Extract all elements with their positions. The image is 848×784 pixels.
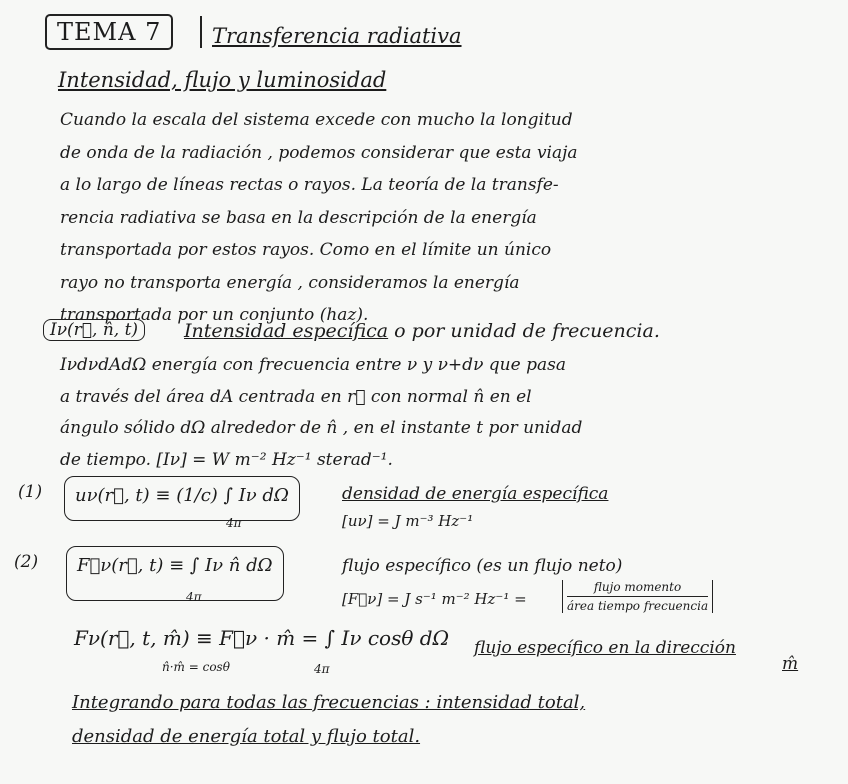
intensity-definition-body xyxy=(60,350,582,476)
equation-3-label: flujo específico en la dirección xyxy=(474,638,736,658)
summary-paragraph xyxy=(72,686,585,754)
definition-line: ángulo sólido dΩ alrededor de n̂ , en el instante t por unidad xyxy=(60,418,583,438)
equation-1-label: densidad de energía específica xyxy=(342,484,609,504)
equation-3-limit: 4π xyxy=(314,662,330,676)
intensity-title-rest: o por unidad de frecuencia. xyxy=(388,320,660,342)
equation-3-formula: Fν(r⃗, t, m̂) ≡ F⃗ν · m̂ = ∫ Iν cosθ dΩ xyxy=(74,626,450,650)
equation-2-units: [F⃗ν] = J s⁻¹ m⁻² Hz⁻¹ = xyxy=(342,590,527,608)
intensity-symbol-box: Iν(r⃗, n̂, t) xyxy=(43,319,145,341)
tema-box: TEMA 7 xyxy=(45,14,173,50)
intro-line: transportada por estos rayos. Como en el límite un único xyxy=(60,240,552,260)
equation-2-number: (2) xyxy=(14,552,39,572)
intensity-definition-title xyxy=(184,320,660,342)
equation-2-box xyxy=(66,546,284,601)
equation-1-units: [uν] = J m⁻³ Hz⁻¹ xyxy=(342,512,474,530)
intro-line: rencia radiativa se basa en la descripción de la energía xyxy=(60,207,537,228)
definition-line: de tiempo. [Iν] = W m⁻² Hz⁻¹ sterad⁻¹. xyxy=(60,449,393,470)
intro-paragraph xyxy=(60,104,800,332)
intensity-title-underlined: Intensidad específica xyxy=(184,320,389,342)
definition-line: IνdνdAdΩ energía con frecuencia entre ν y ν+dν que pasa xyxy=(60,355,566,375)
intro-line: rayo no transporta energía , consideramos la energía xyxy=(60,272,520,293)
intro-line: a lo largo de líneas rectas o rayos. La teoría de la transfe- xyxy=(60,175,559,195)
fraction-numerator: flujo momento xyxy=(567,580,708,597)
equation-3-condition: n̂·m̂ = cosθ xyxy=(162,660,230,674)
intro-line: Cuando la escala del sistema excede con mucho la longitud xyxy=(60,110,573,130)
equation-2-limit: 4π xyxy=(186,590,202,604)
definition-line: a través del área dA centrada en r⃗ con normal n̂ en el xyxy=(60,386,532,407)
summary-line: Integrando para todas las frecuencias : intensidad total, xyxy=(72,692,586,713)
summary-line: densidad de energía total y flujo total. xyxy=(72,726,421,747)
equation-2-label: flujo específico (es un flujo neto) xyxy=(342,556,623,576)
page-title: Transferencia radiativa xyxy=(212,24,462,48)
intro-line: de onda de la radiación , podemos considerar que esta viaja xyxy=(60,142,578,163)
equation-1-limit: 4π xyxy=(226,516,242,530)
fraction-denominator: área tiempo frecuencia xyxy=(567,599,709,613)
section-heading: Intensidad, flujo y luminosidad xyxy=(58,68,387,92)
intro-line: transportada por un conjunto (haz). xyxy=(60,305,369,325)
equation-1-formula: uν(r⃗, t) ≡ (1/c) ∫ Iν dΩ xyxy=(75,485,289,506)
title-separator xyxy=(200,16,202,48)
equation-2-fraction xyxy=(562,580,713,613)
equation-1-number: (1) xyxy=(18,482,43,502)
equation-3-direction: m̂ xyxy=(782,654,799,674)
equation-1-box xyxy=(64,476,300,521)
equation-2-formula: F⃗ν(r⃗, t) ≡ ∫ Iν n̂ dΩ xyxy=(77,555,273,576)
